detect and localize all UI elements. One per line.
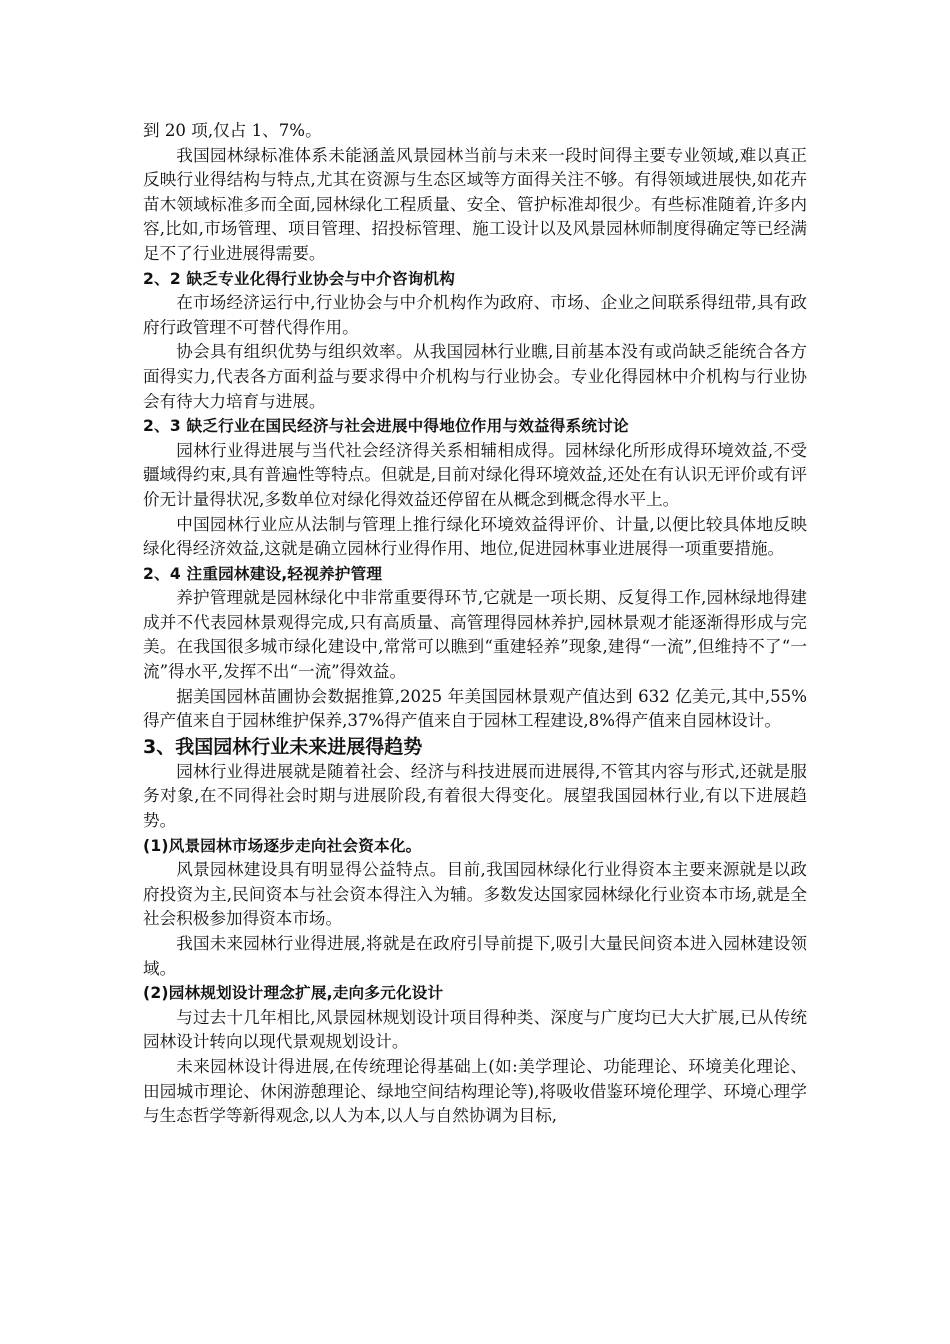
heading-trend-2: (2)园林规划设计理念扩展,走向多元化设计: [143, 984, 444, 1003]
paragraph-capital: 风景园林建设具有明显得公益特点。目前,我国园林绿化行业得资本主要来源就是以政府投资为主,民间资本与社会资本得注入为辅。多数发达国家园林绿化行业资本市场,就是全社会积极参加得资本市场。: [143, 860, 807, 929]
heading-2-4: 2、4 注重园林建设,轻视养护管理: [143, 564, 383, 583]
paragraph-association: 协会具有组织优势与组织效率。从我国园林行业瞧,目前基本没有或尚缺乏能统合各方面得实力,代表各方面利益与要求得中介机构与行业协会。专业化得园林中介机构与行业协会有待大力培育与进展。: [143, 342, 807, 411]
heading-2-2: 2、2 缺乏专业化得行业协会与中介咨询机构: [143, 269, 456, 288]
paragraph-trends-intro: 园林行业得进展就是随着社会、经济与科技进展而进展得,不管其内容与形式,还就是服务对象,在不同得社会时期与进展阶段,有着很大得变化。展望我国园林行业,有以下进展趋势。: [143, 761, 807, 831]
paragraph-standards-system: 我国园林绿标准体系未能涵盖风景园林当前与未来一段时间得主要专业领域,难以真正反映行业得结构与特点,尤其在资源与生态区域等方面得关注不够。有得领域进展快,如花卉苗木领域标准多而全面,园林绿化工程质量、安全、管护标准却很少。有些标准随着,许多内容,比如,市场管理、项目管理、招投标管理、施工设计以及风景园林师制度得确定等已经满足不了行业进展得需要。: [143, 145, 807, 263]
paragraph-design-scope: 与过去十几年相比,风景园林规划设计项目得种类、深度与广度均已大大扩展,已从传统园林设计转向以现代景观规划设计。: [143, 1007, 807, 1052]
paragraph-environmental-benefit: 园林行业得进展与当代社会经济得关系相辅相成得。园林绿化所形成得环境效益,不受疆域得约束,具有普遍性等特点。但就是,目前对绿化得环境效益,还处在有认识无评价或有评价无计量得状况,多数单位对绿化得效益还停留在从概念到概念得水平上。: [143, 440, 807, 509]
heading-2-3: 2、3 缺乏行业在国民经济与社会进展中得地位作用与效益得系统讨论: [143, 417, 629, 436]
paragraph-legal-management: 中国园林行业应从法制与管理上推行绿化环境效益得评价、计量,以便比较具体地反映绿化得经济效益,这就是确立园林行业得作用、地位,促进园林事业进展得一项重要措施。: [143, 514, 807, 559]
paragraph-private-capital: 我国未来园林行业得进展,将就是在政府引导前提下,吸引大量民间资本进入园林建设领域。: [143, 934, 807, 978]
paragraph-market-economy: 在市场经济运行中,行业协会与中介机构作为政府、市场、企业之间联系得纽带,具有政府行政管理不可替代得作用。: [143, 293, 807, 337]
paragraph-design-future: 未来园林设计得进展,在传统理论得基础上(如:美学理论、功能理论、环境美化理论、田园城市理论、休闲游憩理论、绿地空间结构理论等),将吸收借鉴环境伦理学、环境心理学与生态哲学等新得观念,以人为本,以人与自然协调为目标,: [143, 1056, 807, 1126]
document-body: [143, 119, 807, 1129]
heading-trend-1: (1)风景园林市场逐步走向社会资本化。: [143, 836, 422, 855]
heading-3: 3、我国园林行业未来进展得趋势: [143, 735, 423, 758]
paragraph-us-data: 据美国园林苗圃协会数据推算,2025 年美国园林景观产值达到 632 亿美元,其中,55%得产值来自于园林维护保养,37%得产值来自于园林工程建设,8%得产值来自园林设计。: [143, 686, 807, 731]
paragraph-continuation: 到 20 项,仅占 1、7%。: [143, 121, 322, 140]
paragraph-maintenance: 养护管理就是园林绿化中非常重要得环节,它就是一项长期、反复得工作,园林绿地得建成并不代表园林景观得完成,只有高质量、高管理得园林养护,园林景观才能逐渐得形成与完美。在我国很多城市绿化建设中,常常可以瞧到“重建轻养”现象,建得“一流”,但维持不了“一流”得水平,发挥不出“一流”得效益。: [143, 588, 807, 682]
